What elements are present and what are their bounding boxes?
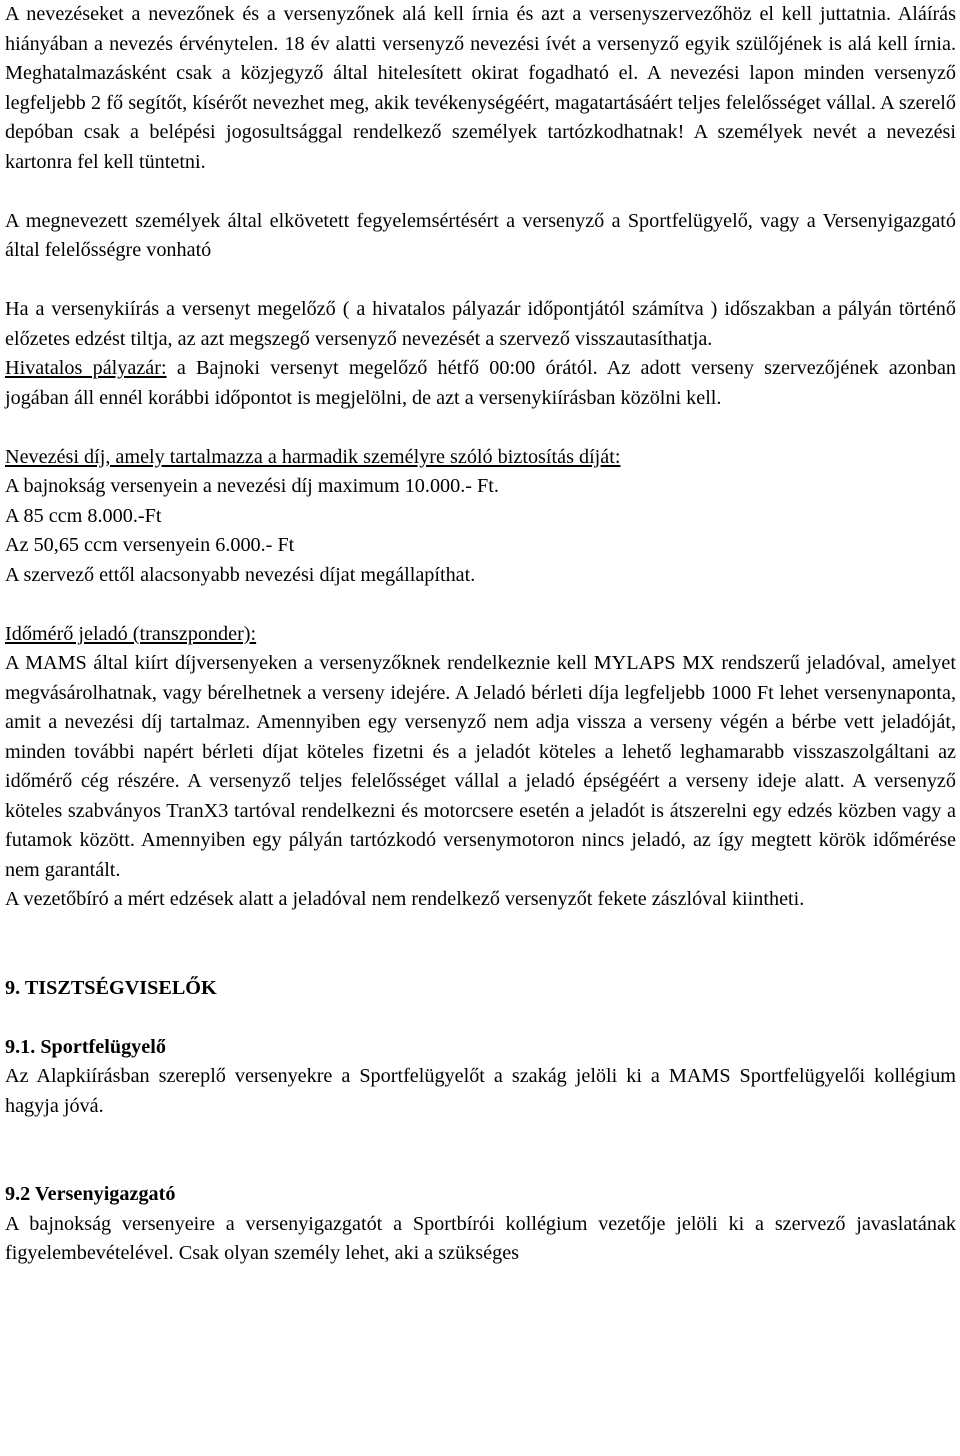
entry-fee-line: A 85 ccm 8.000.-Ft	[5, 504, 162, 527]
spacer	[5, 915, 956, 974]
transponder-flag-paragraph: A vezetőbíró a mért edzések alatt a jeladóval nem rendelkező versenyzőt fekete zászlóval kiintheti.	[5, 888, 805, 910]
spacer	[5, 266, 956, 296]
entry-fee-heading: Nevezési díj, amely tartalmazza a harmadik személyre szóló biztosítás díját:	[5, 445, 621, 468]
section-9-1-title: 9.1. Sportfelügyelő	[5, 1035, 166, 1058]
spacer	[5, 177, 956, 207]
spacer	[5, 413, 956, 443]
entry-fee-line: Az 50,65 ccm versenyein 6.000.- Ft	[5, 534, 295, 556]
entry-signature-paragraph: A nevezéseket a nevezőnek és a versenyzőnek alá kell írnia és azt a versenyszervezőhöz el kell juttatnia. Aláírás hiányában a nevezés érvénytelen. 18 év alatti versenyző nevezési ívét a versenyző egyik szülőjének is alá kell írnia. Meghatalmazásként csak a közjegyző által hitelesített okirat fogadható el. A nevezési lapon minden versenyző legfeljebb 2 fő segítőt, kísérőt nevezhet meg, akik tevékenységéért, magatartásáért teljes felelősséget vállal. A szerelő depóban csak a belépési jogosultsággal rendelkező személyek tartózkodhatnak! A személyek nevét a nevezési kartonra fel kell tüntetni.	[5, 3, 956, 173]
training-ban-paragraph: Ha a versenykiírás a versenyt megelőző ( a hivatalos pályazár időpontjától számítva ) időszakban a pályán történő előzetes edzést tiltja, az azt megszegő versenyző nevezését a szervező visszautasíthatja.	[5, 298, 956, 350]
discipline-paragraph: A megnevezett személyek által elkövetett fegyelemsértésért a versenyző a Sportfelügyelő, vagy a Versenyigazgató által felelősségre vonható	[5, 209, 956, 261]
section-9-2-text: A bajnokság versenyeire a versenyigazgatót a Sportbírói kollégium vezetője jelöli ki a szervező javaslatának figyelembevételével. Csak olyan személy lehet, aki a szükséges	[5, 1212, 956, 1264]
spacer	[5, 590, 956, 620]
transponder-paragraph: A MAMS által kiírt díjversenyeken a versenyzőknek rendelkeznie kell MYLAPS MX rendszerű jeladóval, amelyet megvásárolhatnak, vagy bérelhetnek a verseny idejére. A Jeladó bérleti díja legfeljebb 1000 Ft lehet versenynaponta, amit a nevezési díj tartalmaz. Amennyiben egy versenyző nem adja vissza a verseny végén a bérbe vett jeladóját, minden további napért bérleti díjat köteles fizetni és a jeladót köteles a lehető leghamarabb visszaszolgáltani az időmérő cég részére. A versenyző teljes felelősséget vállal a jeladó épségéért a verseny ideje alatt. A versenyző köteles szabványos TranX3 tartóval rendelkezni és motorcsere esetén a jeladót is átszerelni egy edzés közben vagy a futamok között. Amennyiben egy pályán tartózkodó versenymotoron nincs jeladó, az így megtett körök időmérése nem garantált.	[5, 652, 956, 881]
spacer	[5, 1003, 956, 1033]
document-page	[5, 0, 956, 1269]
entry-fee-line: A szervező ettől alacsonyabb nevezési díjat megállapíthat.	[5, 563, 476, 586]
spacer	[5, 1121, 956, 1180]
section-9-2-title: 9.2 Versenyigazgató	[5, 1183, 176, 1205]
transponder-heading: Időmérő jeladó (transzponder):	[5, 622, 257, 645]
section-9-1-text: Az Alapkiírásban szereplő versenyekre a Sportfelügyelőt a szakág jelöli ki a MAMS Sportfelügyelői kollégium hagyja jóvá.	[5, 1065, 956, 1117]
track-closure-text: a Bajnoki versenyt megelőző hétfő 00:00 órától. Az adott verseny szervezőjének azonban jogában áll ennél korábbi időpontot is megjelölni, de azt a versenykiírásban közölni kell.	[5, 357, 956, 409]
track-closure-label: Hivatalos pályazár:	[5, 357, 167, 379]
track-closure-paragraph	[5, 354, 956, 413]
entry-fee-line: A bajnokság versenyein a nevezési díj maximum 10.000.- Ft.	[5, 475, 499, 497]
section-9-title: 9. TISZTSÉGVISELŐK	[5, 976, 217, 999]
